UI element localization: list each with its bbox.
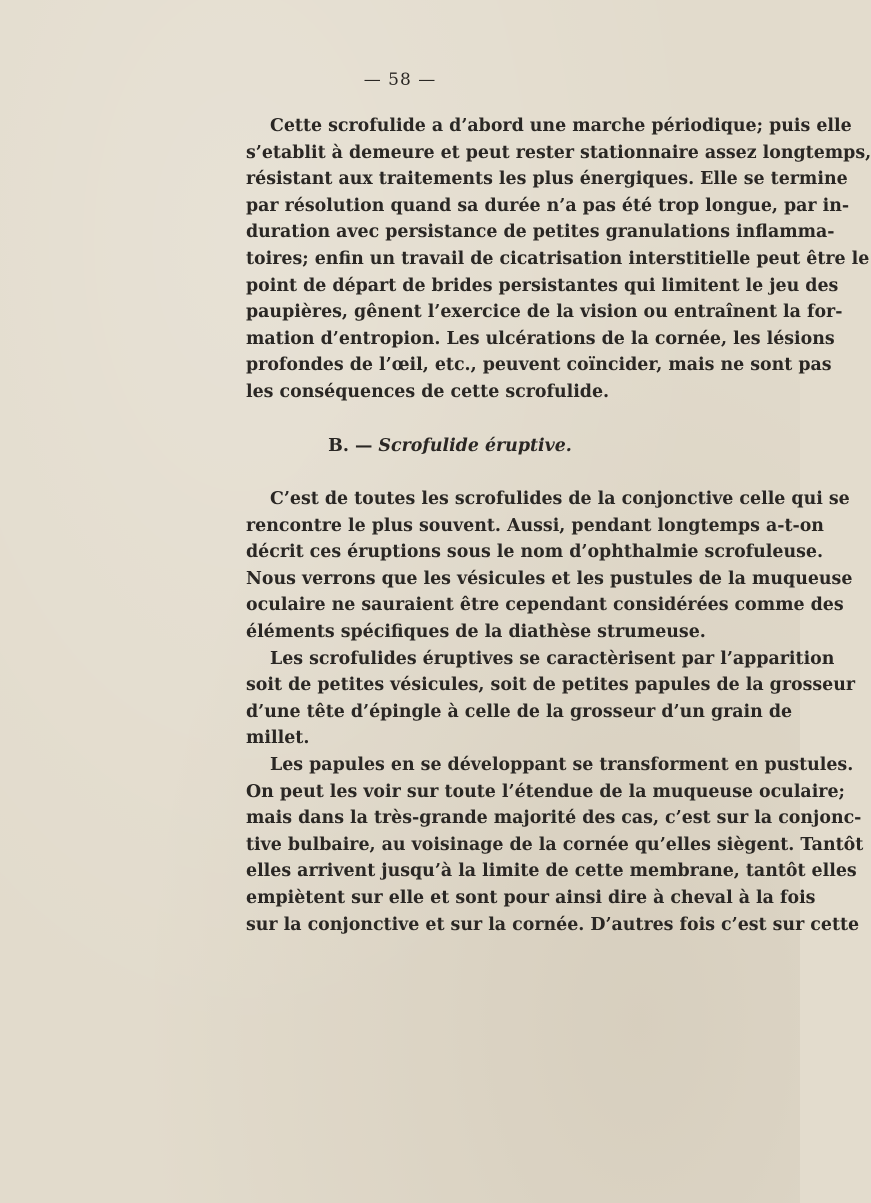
text-line: On peut les voir sur toute l’étendue de la muqueuse oculaire; [246, 781, 845, 802]
body-text-eruptive [246, 486, 864, 938]
text-line: mation d’entropion. Les ulcérations de la cornée, les lésions [246, 328, 835, 349]
paragraph-les-papules [246, 752, 864, 938]
text-line: paupières, gênent l’exercice de la vision ou entraînent la for- [246, 302, 843, 323]
text-line: mais dans la très-grande majorité des cas, c’est sur la conjonc- [246, 808, 862, 829]
paragraph-cette-scrofulide [246, 113, 871, 406]
text-line: Les papules en se développant se transforment en pustules. [270, 754, 854, 775]
paragraph-les-scrofulides-eruptives [246, 646, 856, 752]
text-line: éléments spécifiques de la diathèse strumeuse. [246, 621, 706, 642]
text-line: par résolution quand sa durée n’a pas été trop longue, par in- [246, 195, 850, 216]
section-heading [0, 436, 800, 456]
text-line: point de départ de brides persistantes qui limitent le jeu des [246, 275, 839, 296]
paragraph-c-est-de-toutes [246, 486, 853, 646]
text-line: Nous verrons que les vésicules et les pustules de la muqueuse [246, 568, 853, 589]
text-line: d’une tête d’épingle à celle de la grosseur d’un grain de [246, 701, 793, 722]
text-line: décrit ces éruptions sous le nom d’ophthalmie scrofuleuse. [246, 542, 824, 563]
text-line: Cette scrofulide a d’abord une marche périodique; puis elle [270, 116, 852, 136]
text-line: elles arrivent jusqu’à la limite de cette membrane, tantôt elles [246, 861, 857, 882]
text-line: duration avec persistance de petites granulations inflamma- [246, 222, 835, 243]
section-title: Scrofulide éruptive. [378, 436, 572, 456]
text-line: rencontre le plus souvent. Aussi, pendant longtemps a-t-on [246, 515, 824, 536]
text-line: sur la conjonctive et sur la cornée. D’autres fois c’est sur cette [246, 914, 860, 935]
text-line: C’est de toutes les scrofulides de la conjonctive celle qui se [270, 489, 850, 509]
text-line: profondes de l’œil, etc., peuvent coïncider, mais ne sont pas [246, 355, 832, 376]
text-line: tive bulbaire, au voisinage de la cornée qu’elles siègent. Tantôt [246, 834, 864, 855]
text-line: les conséquences de cette scrofulide. [246, 381, 610, 402]
text-line: résistant aux traitements les plus énergiques. Elle se termine [246, 169, 848, 190]
text-line: Les scrofulides éruptives se caractèrisent par l’apparition [270, 648, 835, 669]
text-line: oculaire ne sauraient être cependant considérées comme des [246, 595, 844, 616]
text-line: soit de petites vésicules, soit de petites papules de la grosseur [246, 675, 856, 696]
text-line: empiètent sur elle et sont pour ainsi dire à cheval à la fois [246, 887, 816, 908]
page-number: — 58 — [363, 70, 437, 90]
text-line: toires; enfin un travail de cicatrisation interstitielle peut être le [246, 248, 870, 269]
text-line: s’etablit à demeure et peut rester stationnaire assez longtemps, [246, 142, 871, 163]
text-line: millet. [246, 728, 310, 749]
section-marker: B. — [328, 436, 373, 456]
